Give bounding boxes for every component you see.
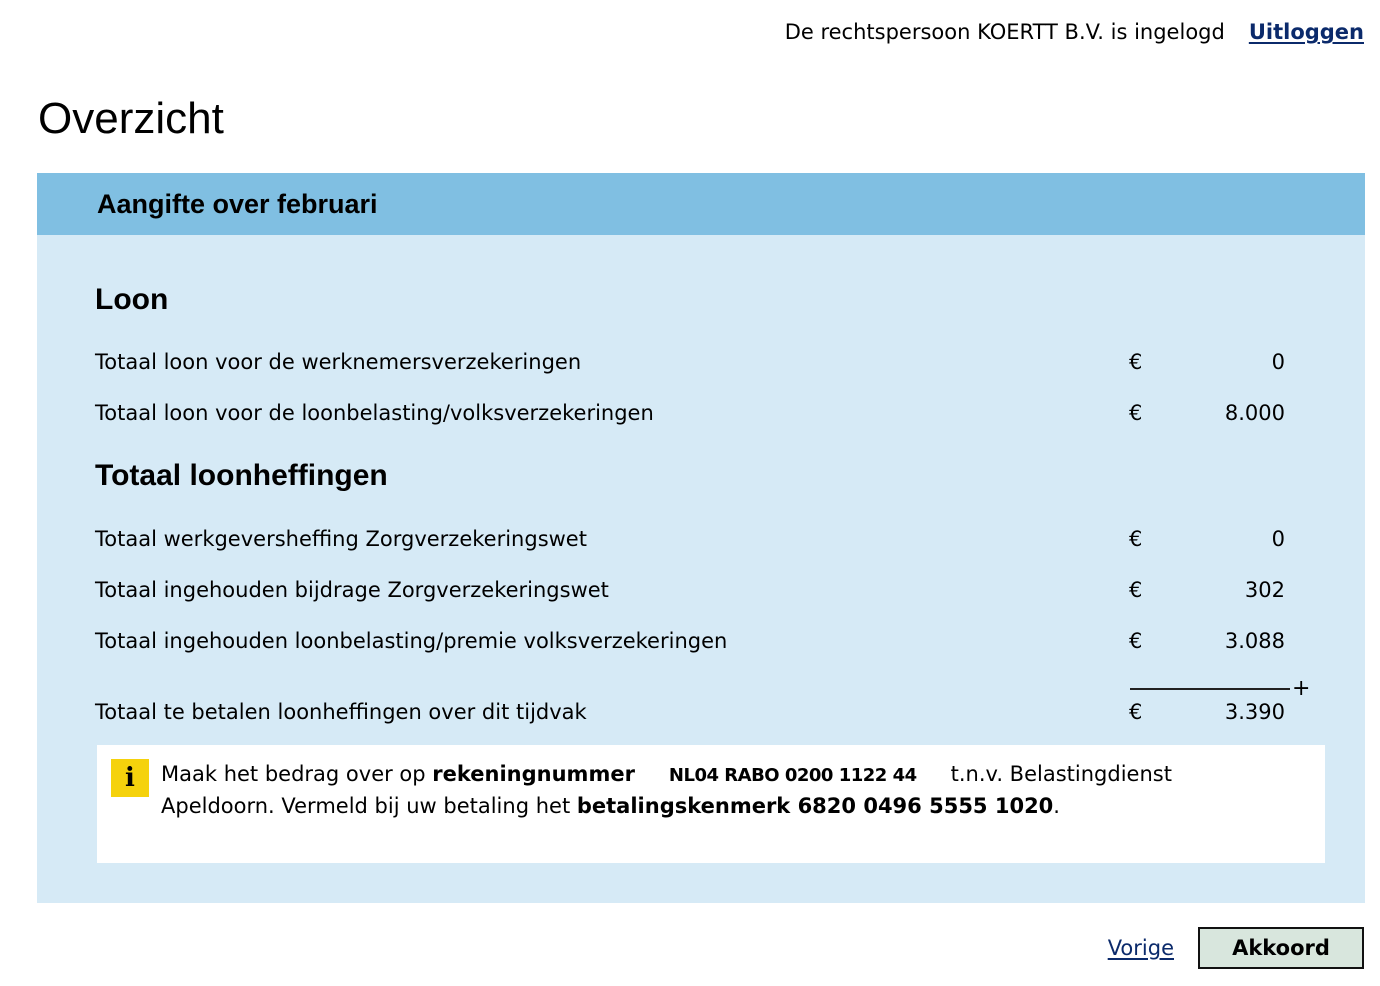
table-row (95, 626, 1285, 656)
currency-symbol: € (1129, 578, 1143, 602)
currency-symbol: € (1129, 350, 1143, 374)
currency-symbol: € (1129, 527, 1143, 551)
info-icon: i (111, 759, 149, 797)
info-text-part: Maak het bedrag over op (161, 762, 433, 786)
row-amount: 8.000 (1224, 401, 1285, 425)
total-row (95, 697, 1285, 727)
row-amount: 3.088 (1224, 629, 1285, 653)
login-status: De rechtspersoon KOERTT B.V. is ingelogd (784, 20, 1225, 44)
row-label: Totaal ingehouden loonbelasting/premie volksverzekeringen (95, 629, 728, 653)
account-label: rekeningnummer (432, 762, 635, 786)
row-label: Totaal loon voor de werknemersverzekeringen (95, 350, 582, 374)
account-number: NL04 RABO 0200 1122 44 (668, 765, 917, 786)
section-title-loon: Loon (95, 283, 169, 316)
total-label: Totaal te betalen loonheffingen over dit tijdvak (95, 700, 587, 724)
row-label: Totaal werkgeversheffing Zorgverzekeringswet (95, 527, 587, 551)
row-label: Totaal loon voor de loonbelasting/volksverzekeringen (95, 401, 654, 425)
sum-divider (1130, 688, 1290, 690)
row-label: Totaal ingehouden bijdrage Zorgverzekeringswet (95, 578, 609, 602)
top-bar (785, 20, 1364, 44)
payment-info-text (161, 759, 1281, 822)
section-title-loonheffingen: Totaal loonheffingen (95, 459, 388, 492)
panel-header: Aangifte over februari (37, 173, 1365, 235)
currency-symbol: € (1129, 629, 1143, 653)
payment-reference: betalingskenmerk 6820 0496 5555 1020 (576, 794, 1054, 818)
currency-symbol: € (1129, 700, 1143, 724)
declaration-panel (37, 173, 1365, 903)
row-amount: 0 (1271, 350, 1285, 374)
payment-info-box (97, 745, 1325, 863)
page-title: Overzicht (38, 94, 224, 143)
table-row (95, 398, 1285, 428)
total-amount: 3.390 (1224, 700, 1285, 724)
accept-button[interactable]: Akkoord (1198, 927, 1364, 969)
logout-link[interactable]: Uitloggen (1248, 20, 1364, 44)
previous-link[interactable]: Vorige (1107, 936, 1174, 960)
table-row (95, 524, 1285, 554)
table-row (95, 347, 1285, 377)
info-text-part: t.n.v. Belastingdienst Apeldoorn. Vermeld bij uw betaling het (161, 762, 1172, 818)
info-text-end: . (1053, 794, 1060, 818)
row-amount: 0 (1271, 527, 1285, 551)
currency-symbol: € (1129, 401, 1143, 425)
row-amount: 302 (1244, 578, 1285, 602)
table-row (95, 575, 1285, 605)
sum-plus-sign: + (1292, 676, 1311, 701)
footer-actions (1108, 927, 1364, 969)
